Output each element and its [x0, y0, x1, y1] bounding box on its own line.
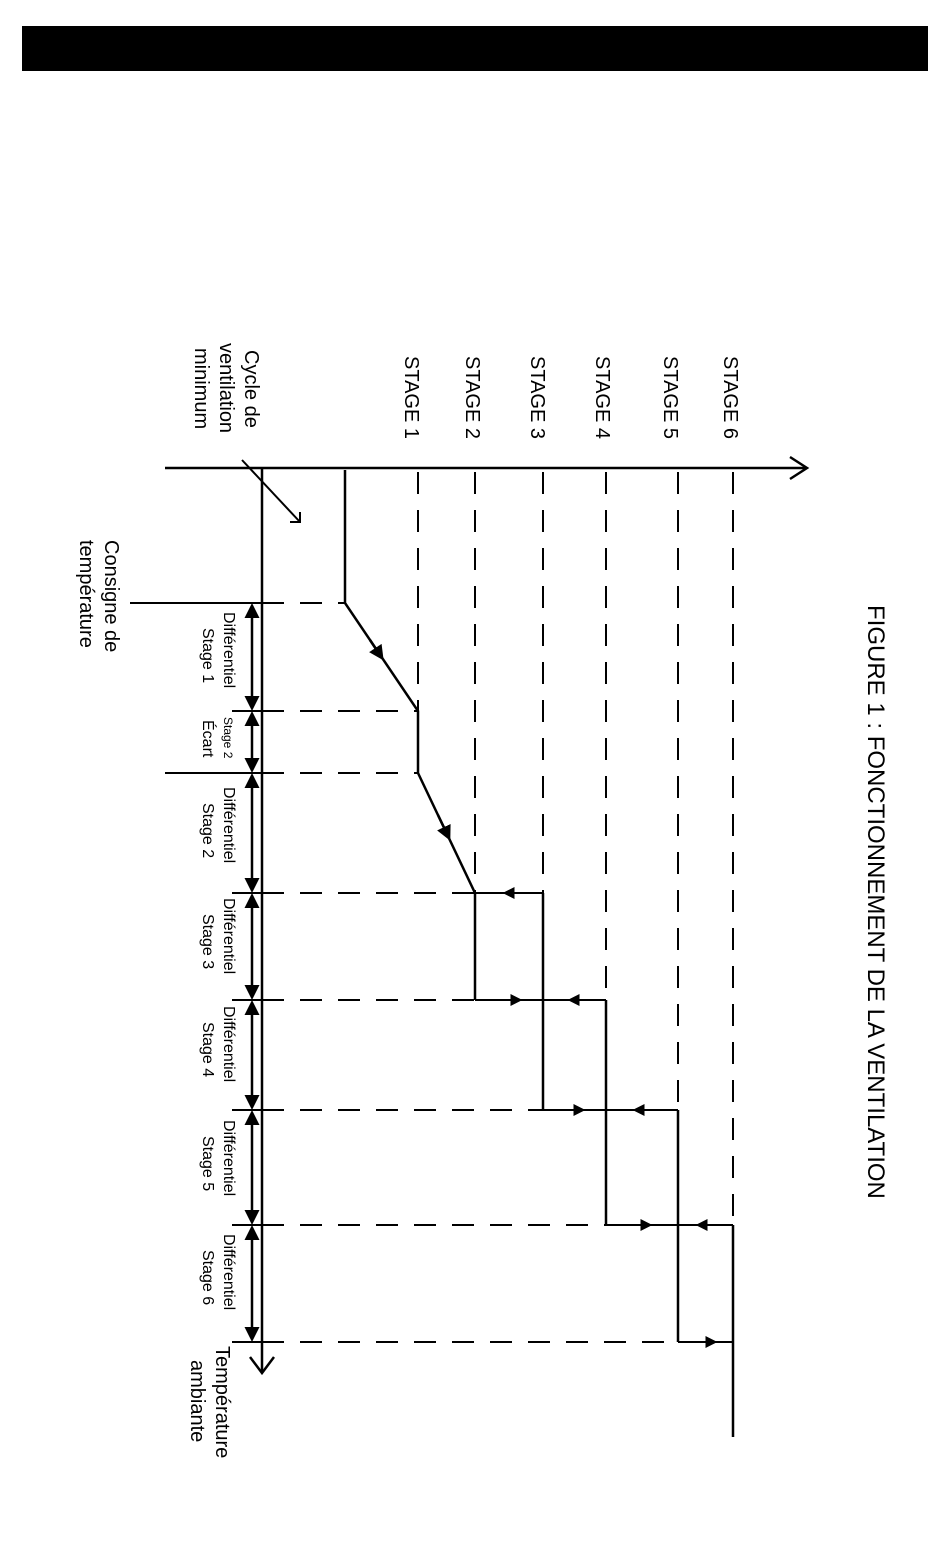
band6-label-2: Stage 5 [199, 1136, 216, 1192]
setpoint-label-2: température [75, 540, 97, 648]
band6-label-1: Différentiel [220, 1120, 237, 1197]
setpoint-label-1: Consigne de [100, 540, 122, 653]
threshold-lines [262, 603, 678, 1342]
diagonal-arrow-1 [370, 640, 382, 658]
stage-label-4: STAGE 4 [591, 356, 613, 439]
min-cycle-pointer [242, 460, 300, 522]
band5-label-2: Stage 4 [199, 1022, 216, 1078]
ambient-label-2: ambiante [186, 1360, 208, 1443]
stage-label-1: STAGE 1 [400, 356, 422, 439]
stage-label-5: STAGE 5 [659, 356, 681, 439]
figure-title: FIGURE 1 : FONCTIONNEMENT DE LA VENTILATION [862, 605, 889, 1199]
min-cycle-label-2: ventilation [215, 343, 237, 434]
band3-label-2: Stage 2 [199, 803, 216, 859]
min-cycle-label-1: Cycle de [240, 350, 262, 428]
operating-path [345, 470, 475, 1000]
stage-label-6: STAGE 6 [719, 356, 741, 439]
band5-label-1: Différentiel [220, 1006, 237, 1083]
stage-label-3: STAGE 3 [526, 356, 548, 439]
band1-label-1: Différentiel [220, 612, 237, 689]
min-cycle-label-3: minimum [190, 348, 212, 430]
band2-label-1: Stage 2 [221, 717, 235, 759]
stage-label-2: STAGE 2 [461, 356, 483, 439]
band4-label-1: Différentiel [220, 898, 237, 975]
diagonal-arrow-2 [438, 815, 449, 838]
ambient-label-1: Température [211, 1346, 233, 1459]
band7-label-2: Stage 6 [199, 1250, 216, 1306]
band1-label-2: Stage 1 [199, 628, 216, 684]
band7-label-1: Différentiel [220, 1234, 237, 1311]
band3-label-1: Différentiel [220, 787, 237, 864]
band2-label-2: Écart [199, 720, 216, 758]
band4-label-2: Stage 3 [199, 914, 216, 970]
